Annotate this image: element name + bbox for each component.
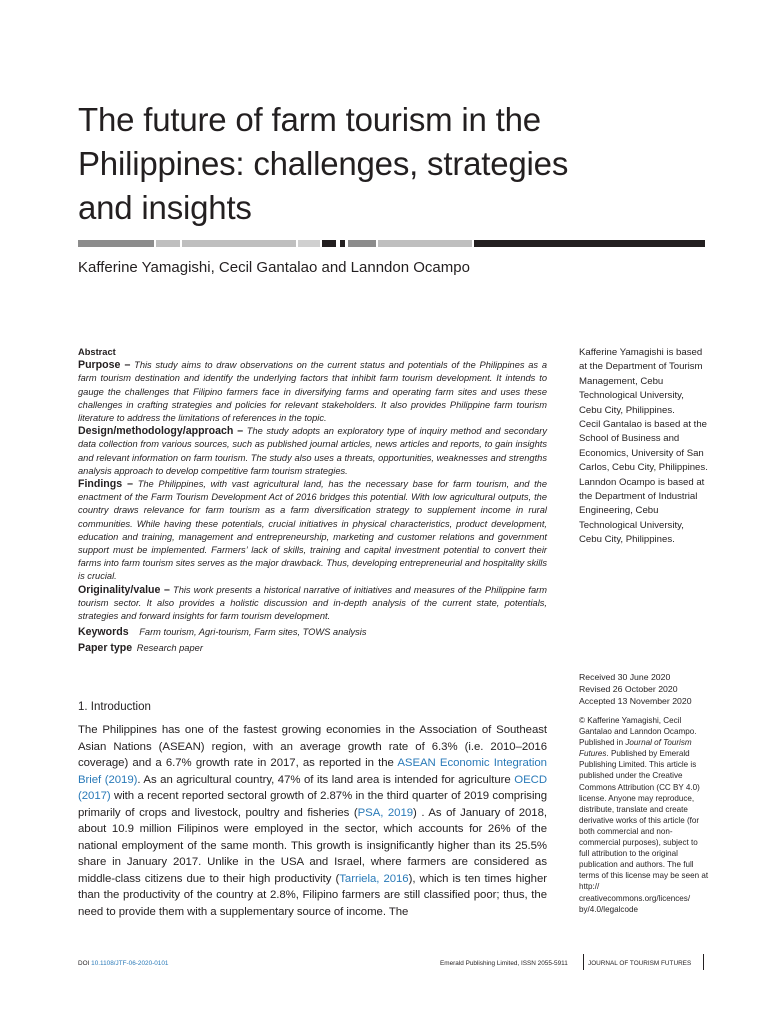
doi-link[interactable]: 10.1108/JTF-06-2020-0101 xyxy=(91,960,169,967)
abstract-keywords xyxy=(78,626,547,639)
rule-segment xyxy=(378,240,472,247)
title-line-1: The future of farm tourism in the xyxy=(78,101,541,138)
abstract-heading: Abstract xyxy=(78,347,116,357)
license-journal: Journal of Tourism Futures xyxy=(579,738,692,759)
keywords-text: Farm tourism, Agri-tourism, Farm sites, TOWS analysis xyxy=(139,627,367,638)
footer-journal: JOURNAL OF TOURISM FUTURES xyxy=(588,960,692,967)
footer-publisher: Emerald Publishing Limited, ISSN 2055-5911 xyxy=(440,960,568,967)
section-heading: 1. Introduction xyxy=(78,701,151,713)
revised-date: Revised 26 October 2020 xyxy=(579,684,678,695)
abstract-findings xyxy=(78,478,547,584)
rule-segment xyxy=(474,240,705,247)
design-text: The study adopts an exploratory type of inquiry method and secondary data collection from various sources, such as published journal articles, news articles and reports, to gain insights and relevant information on farm tourism. The study also uses a threats, opportunities, weaknesses and strengths analysis approach to develop competitive farm tourism strategies. xyxy=(78,426,547,476)
citation-link[interactable]: Tarriela, 2016 xyxy=(339,872,409,885)
purpose-label: Purpose – xyxy=(78,359,131,372)
title-line-2: Philippines: challenges, strategies xyxy=(78,145,569,182)
affiliation: Kafferine Yamagishi is based at the Department of Tourism Management, Cebu Technological University, Cebu City, Philippines. xyxy=(579,347,703,416)
rule-segment xyxy=(348,240,376,247)
footer-divider xyxy=(583,954,584,970)
received-date: Received 30 June 2020 xyxy=(579,672,671,682)
accepted-date: Accepted 13 November 2020 xyxy=(579,696,692,707)
abstract-purpose xyxy=(78,359,547,425)
article-title xyxy=(78,98,638,230)
license-notice xyxy=(579,715,709,915)
findings-label: Findings – xyxy=(78,478,134,491)
affiliation: Cecil Gantalao is based at the School of Business and Economics, University of San Carlos, Cebu City, Philippines. xyxy=(579,419,708,474)
body-span: The Philippines has one of the fastest growing economies in the Association of Southeast Asian Nations (ASEAN) region, with an average growth rate of 6.3% (i.e. 2010–2016 coverage) and a 6.7% growth rate in 2017, as reported in the xyxy=(78,724,547,769)
paper-type-text: Research paper xyxy=(136,643,203,654)
findings-text: The Philippines, with vast agricultural land, has the necessary base for farm tourism, and the enactment of the Farm Tourism Development Act of 2016 bridges this potential. With low agricultural outputs, the country draws relevance for farm tourism as a farm diversification strategy to supplement income in rural communities. While having these potentials, crucial initiatives in physical characteristics, product development, education and training, management and entrepreneurship, marketing and customer relations and government support must be implemented. Farmers’ lack of skills, training and capital investment potential to convert their farms into farm tourism sites serves as the major drawback. Thus, developing entrepreneurial and hospitality skills is crucial. xyxy=(78,479,548,582)
abstract xyxy=(78,346,547,656)
abstract-design xyxy=(78,425,547,478)
body-text xyxy=(78,722,547,920)
abstract-paper-type xyxy=(78,642,547,655)
keywords-label: Keywords xyxy=(78,626,129,639)
design-label: Design/methodology/approach – xyxy=(78,425,244,438)
paper-type-label: Paper type xyxy=(78,642,133,655)
article-dates xyxy=(579,671,709,708)
abstract-originality xyxy=(78,584,547,624)
purpose-text: This study aims to draw observations on the current status and potentials of the Philippines as a farm tourism destination and identify the underlying factors that inhibit farm tourism development. It intends to gauge the challenges that Filipino farmers face in diversifying farms and operating farm sites and uses these challenges in crafting strategies and policies for relevant stakeholders. It also provides Philippine farm tourism literature to address the limitations of references in the topic. xyxy=(78,360,547,424)
license-before: © Kafferine Yamagishi, Cecil Gantalao and Lanndon Ocampo. Published in xyxy=(579,716,697,748)
rule-segment xyxy=(182,240,296,247)
footer-doi xyxy=(78,960,168,967)
title-rule xyxy=(78,240,705,247)
body-span: . As an agricultural country, 47% of its land area is intended for agriculture xyxy=(137,773,515,786)
author-affiliations xyxy=(579,346,709,548)
title-line-3: and insights xyxy=(78,189,252,226)
footer-divider xyxy=(703,954,704,970)
citation-link[interactable]: PSA, 2019 xyxy=(357,806,414,819)
rule-segment xyxy=(340,240,345,247)
affiliation: Lanndon Ocampo is based at the Department of Industrial Engineering, Cebu Technological University, Cebu City, Philippines. xyxy=(579,476,705,546)
authors: Kafferine Yamagishi, Cecil Gantalao and Lanndon Ocampo xyxy=(78,259,470,276)
body-span: with a recent reported sectoral growth of 2.87% in the third quarter of 2019 comprising primarily of crops and livestock, poultry and fisheries ( xyxy=(78,790,547,819)
doi-label: DOI xyxy=(78,960,92,967)
rule-segment xyxy=(322,240,336,247)
citation-link[interactable]: ASEAN Economic Integration Brief (2019) xyxy=(78,757,547,786)
rule-segment xyxy=(298,240,320,247)
license-after: . Published by Emerald Publishing Limited. This article is published under the Creative Commons Attribution (CC BY 4.0) license. Anyone may reproduce, distribute, translate and create derivative works of this article (for both commercial and non-commercial purposes), subject to full attribution to the original publication and authors. The full terms of this license may be seen at http:// creativecommons.org/licences/ by/4.0/legalcode xyxy=(579,749,709,914)
body-span: ), which is ten times higher than the productivity of the country at 2.8%, Filipino farmers are still classified poor; thus, the need to provide them with a supplementary source of income. The xyxy=(78,872,547,918)
originality-label: Originality/value – xyxy=(78,583,170,596)
originality-text: This work presents a historical narrative of initiatives and measures of the Philippine farm tourism sector. It also provides a holistic discussion and in-depth analysis of the current state, potentials, strategies and forward insights for farm tourism development. xyxy=(78,584,547,622)
citation-link[interactable]: OECD (2017) xyxy=(78,773,547,802)
rule-segment xyxy=(78,240,154,247)
rule-segment xyxy=(156,240,180,247)
body-span: ) . As of January of 2018, about 10.9 million Filipinos were employed in the sector, which accounts for 26% of the national employment of the same month. This growth is insignificantly higher than its 25.5% share in January 2017. Unlike in the USA and Israel, where farmers are considered as middle-class citizens due to their high productivity ( xyxy=(78,806,547,885)
